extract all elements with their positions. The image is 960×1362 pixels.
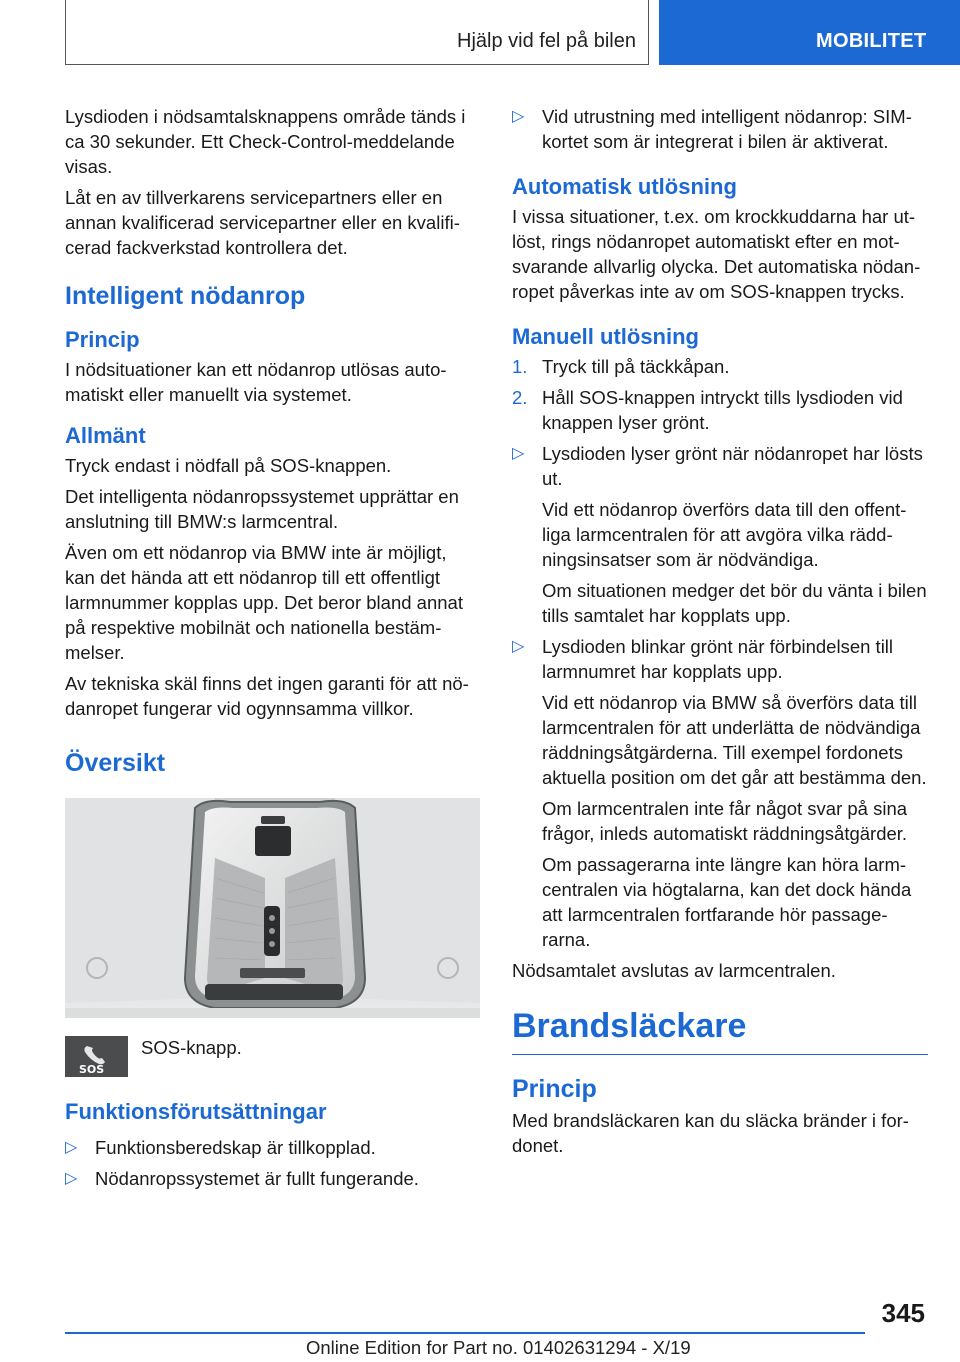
right-column [512,104,928,1164]
intro-paragraph-1: Lysdioden i nödsamtalsknappens område tänds i ca 30 sekunder. Ett Check-Control-meddelande visas. [65,106,466,177]
heading-automatisk-utlosning: Automatisk utlösning [512,174,737,199]
intro-paragraph-2: Låt en av tillverkarens servicepartners eller en annan kvalificerad servicepartner eller en kvalificerad fackverkstad kontrollera det. [65,187,460,258]
list-item [512,634,928,684]
sub-paragraph: Om passagerarna inte längre kan höra larmcentralen via högtalarna, kan det dock hända att larmcentralen fortfarande hör passagerarna. [542,854,912,950]
page-number: 345 [881,1298,925,1328]
list-item [512,441,928,491]
heading-intelligent-nodanrop: Intelligent nödanrop [65,282,306,310]
end-text: Nödsamtalet avslutas av larmcentralen. [512,960,836,981]
step-item [512,385,928,435]
header-section-title: Hjälp vid fel på bilen [457,30,636,52]
list-item [65,1135,480,1160]
step-number: 2. [512,387,528,408]
overhead-console-photo [65,798,480,1018]
triangle-bullet-icon: ▷ [512,108,525,125]
sos-button-icon [65,1036,128,1077]
step-number: 1. [512,356,528,377]
header-tab-label: MOBILITET [816,30,927,52]
overhead-console-illustration [65,798,480,1018]
sub-paragraph: Vid ett nödanrop överförs data till den offentliga larmcentralen för att avgöra vilka räddningsinsatser som är nödvändiga. [542,499,907,570]
allmant-paragraph-3: Även om ett nödanrop via BMW inte är möjligt, kan det hända att ett nödanrop till ett offentligt larmnummer kopplas upp. Det beror bland annat på respektive mobilnät och nationella bestämmelser. [65,542,463,663]
princip-text: I nödsituationer kan ett nödanrop utlösas automatiskt eller manuellt via systemet. [65,359,447,405]
heading-allmant: Allmänt [65,423,146,448]
heading-brandslackare: Brandsläckare [512,1007,928,1055]
auto-text: I vissa situationer, t.ex. om krockkuddarna har utlöst, rings nödanropet automatiskt efter en motsvarande allvarlig olycka. Det automatiska nödanropet påverkas inte av om SOS-knappen trycks. [512,206,921,302]
sub-paragraph: Om situationen medger det bör du vänta i bilen tills samtalet har kopplats upp. [542,580,927,626]
list-item [512,104,928,154]
brand-text: Med brandsläckaren kan du släcka bränder i fordonet. [512,1110,909,1156]
triangle-bullet-icon: ▷ [65,1170,78,1187]
heading-princip-brand: Princip [512,1075,597,1103]
footer-divider [65,1332,865,1334]
list-item [65,1166,480,1191]
sub-paragraph: Om larmcentralen inte får något svar på sina frågor, inleds automatiskt räddningsåtgärder. [542,798,908,844]
legend-label: SOS-knapp. [141,1037,242,1058]
svg-text:SOS: SOS [79,1063,105,1076]
heading-funktionsforutsattningar: Funktionsförutsättningar [65,1099,327,1124]
legend-sos [65,1036,480,1077]
list-item-text: Funktionsberedskap är tillkopplad. [95,1137,376,1158]
heading-manuell-utlosning: Manuell utlösning [512,324,699,349]
heading-oversikt: Översikt [65,749,166,777]
step-text: Håll SOS-knappen intryckt tills lysdioden vid knappen lyser grönt. [542,387,903,433]
triangle-bullet-icon: ▷ [65,1139,78,1156]
step-text: Tryck till på täckkåpan. [542,356,730,377]
list-item-text: Nödanropssystemet är fullt fungerande. [95,1168,419,1189]
left-column [65,104,480,1197]
sub-paragraph: Vid ett nödanrop via BMW så överförs data till larmcentralen för att underlätta de nödvändiga räddningsåtgärderna. Till exempel fordonets aktuella position om det går att bestämma den. [542,692,927,788]
header-section-box [65,0,649,65]
triangle-bullet-icon: ▷ [512,638,525,655]
list-item-text: Lysdioden blinkar grönt när förbindelsen till larmnumret har kopplats upp. [542,636,894,682]
allmant-paragraph-2: Det intelligenta nödanropssystemet upprättar en anslutning till BMW:s larmcentral. [65,486,459,532]
triangle-bullet-icon: ▷ [512,445,525,462]
allmant-paragraph-1: Tryck endast i nödfall på SOS-knappen. [65,455,392,476]
header-tab-mobilitet[interactable] [659,0,960,65]
step-item [512,354,928,379]
list-item-text: Lysdioden lyser grönt när nödanropet har lösts ut. [542,443,923,489]
heading-princip: Princip [65,327,140,352]
list-item-text: Vid utrustning med intelligent nödanrop: SIM-kortet som är integrerat i bilen är aktiverat. [542,106,912,152]
allmant-paragraph-4: Av tekniska skäl finns det ingen garanti för att nödanropet fungerar vid ogynnsamma villkor. [65,673,469,719]
footer-edition: Online Edition for Part no. 01402631294 - X/19 [306,1337,691,1358]
